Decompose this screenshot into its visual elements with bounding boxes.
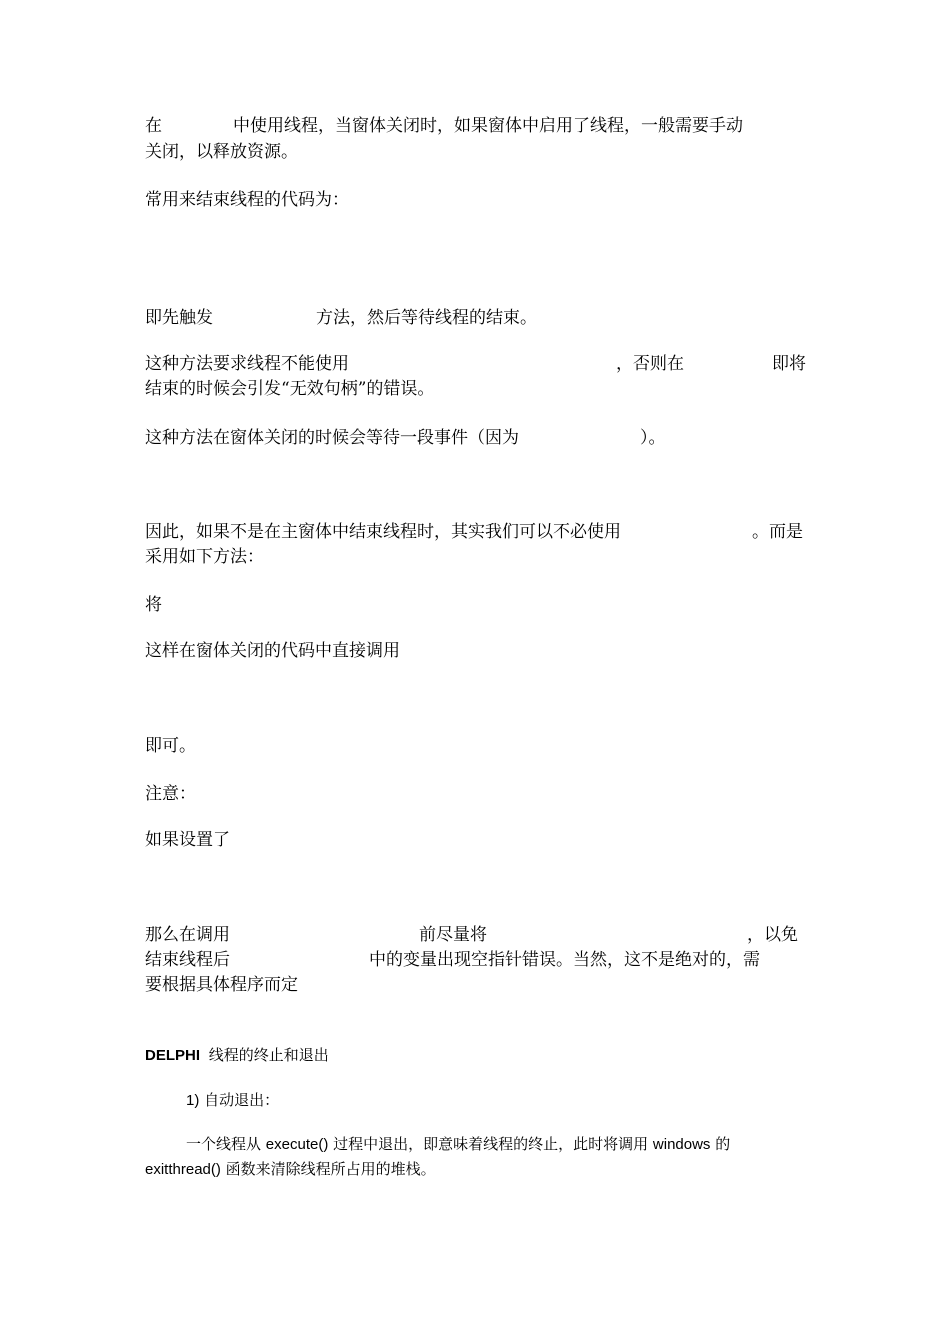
section-heading-bold: DELPHI <box>145 1047 201 1064</box>
p12-line-3: 要根据具体程序而定 <box>145 975 298 995</box>
final-para-line-2 <box>145 1160 436 1179</box>
final-para-line-1-d: windows <box>652 1136 711 1153</box>
list-item-1-number: 1) <box>186 1092 200 1109</box>
p3-part-a: 即先触发 <box>145 308 213 328</box>
section-heading-rest: 线程的终止和退出 <box>208 1046 329 1064</box>
p10-line: 注意： <box>145 784 196 804</box>
final-para-line-1-a: 一个线程从 <box>186 1135 262 1153</box>
p4-line-2: 结束的时候会引发“无效句柄”的错误。 <box>145 379 435 399</box>
p5-part-a: 这种方法在窗体关闭的时候会等待一段事件（因为 <box>145 428 519 448</box>
final-para-line-2-a: exitthread() <box>145 1161 221 1178</box>
final-para-line-1-e: 的 <box>715 1135 731 1153</box>
p12-line-1-part-c: ，以免 <box>747 925 798 945</box>
p6-line-2: 采用如下方法： <box>145 547 264 567</box>
p6-line-1-part-b: 。而是 <box>752 522 803 542</box>
p4-line-1-part-c: 即将 <box>772 354 806 374</box>
p9-line: 即可。 <box>145 736 196 756</box>
p3-part-b: 方法，然后等待线程的结束。 <box>316 308 537 328</box>
p12-line-1-part-b: 前尽量将 <box>419 925 487 945</box>
final-para-line-2-b: 函数来清除线程所占用的堆栈。 <box>225 1160 436 1178</box>
p8-line: 这样在窗体关闭的代码中直接调用 <box>145 641 400 661</box>
list-item-1-text: 自动退出： <box>204 1091 280 1109</box>
p4-line-1-part-a: 这种方法要求线程不能使用 <box>145 354 349 374</box>
p1-line-1-part-b: 中使用线程，当窗体关闭时，如果窗体中启用了线程，一般需要手动 <box>233 116 743 136</box>
final-para-line-1 <box>186 1135 730 1154</box>
p12-line-2-part-a: 结束线程后 <box>145 950 230 970</box>
p2-line: 常用来结束线程的代码为： <box>145 190 349 210</box>
p7-line: 将 <box>145 595 162 615</box>
p1-line-1-part-a: 在 <box>145 116 162 136</box>
final-para-line-1-b: execute() <box>265 1136 329 1153</box>
p11-line: 如果设置了 <box>145 830 230 850</box>
p12-line-2-part-b: 中的变量出现空指针错误。当然，这不是绝对的，需 <box>369 950 760 970</box>
p12-line-1-part-a: 那么在调用 <box>145 925 230 945</box>
p5-part-b: ）。 <box>640 428 666 448</box>
section-heading <box>145 1046 329 1065</box>
list-item-1 <box>186 1091 279 1110</box>
final-para-line-1-c: 过程中退出，即意味着线程的终止，此时将调用 <box>333 1135 649 1153</box>
p6-line-1-part-a: 因此，如果不是在主窗体中结束线程时，其实我们可以不必使用 <box>145 522 621 542</box>
p4-line-1-part-b: ，否则在 <box>616 354 684 374</box>
p1-line-2: 关闭，以释放资源。 <box>145 142 298 162</box>
